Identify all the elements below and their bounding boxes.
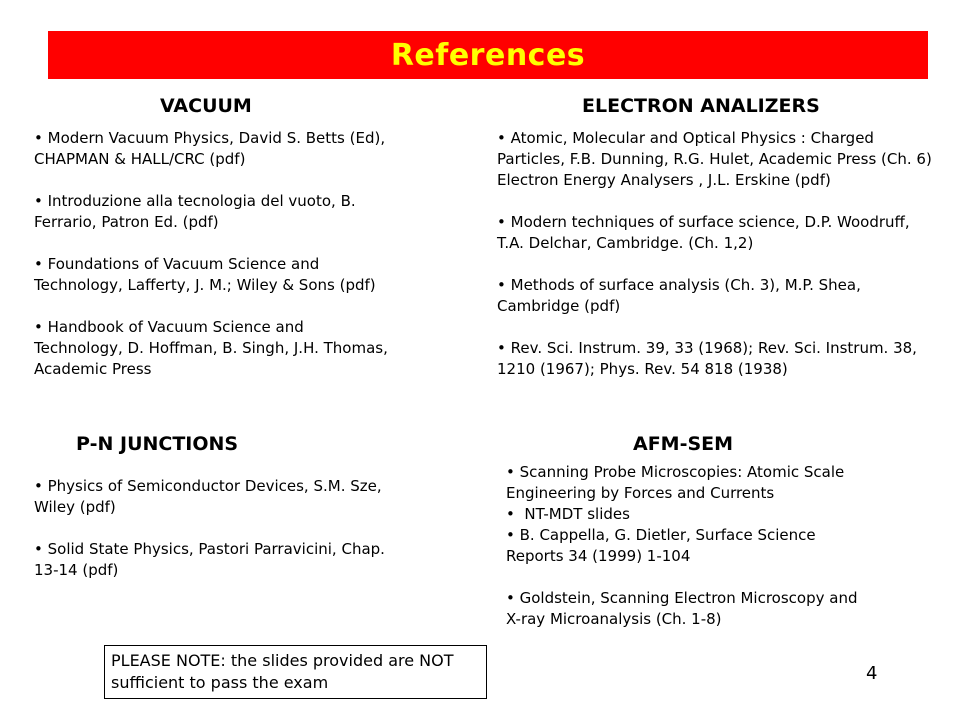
list-item: • Introduzione alla tecnologia del vuoto, B. Ferrario, Patron Ed. (pdf) xyxy=(34,191,394,233)
heading-electron-analyzers: ELECTRON ANALIZERS xyxy=(582,95,820,117)
list-pn-junctions xyxy=(34,476,394,581)
list-item: • Modern Vacuum Physics, David S. Betts (Ed), CHAPMAN & HALL/CRC (pdf) xyxy=(34,128,394,170)
list-item: • NT-MDT slides xyxy=(506,504,876,525)
list-item: • Physics of Semiconductor Devices, S.M. Sze, Wiley (pdf) xyxy=(34,476,394,518)
page-number: 4 xyxy=(866,663,878,684)
list-item: • B. Cappella, G. Dietler, Surface Science Reports 34 (1999) 1-104 xyxy=(506,525,876,567)
list-item: • Rev. Sci. Instrum. 39, 33 (1968); Rev. Sci. Instrum. 38, 1210 (1967); Phys. Rev. 54 818 (1938) xyxy=(497,338,937,380)
list-item: • Modern techniques of surface science, D.P. Woodruff, T.A. Delchar, Cambridge. (Ch. 1,2) xyxy=(497,212,937,254)
title-banner xyxy=(48,31,928,79)
list-item: • Goldstein, Scanning Electron Microscopy and X-ray Microanalysis (Ch. 1-8) xyxy=(506,588,876,630)
list-item: • Handbook of Vacuum Science and Technology, D. Hoffman, B. Singh, J.H. Thomas, Academic Press xyxy=(34,317,394,380)
list-item: • Methods of surface analysis (Ch. 3), M.P. Shea, Cambridge (pdf) xyxy=(497,275,937,317)
list-item: • Atomic, Molecular and Optical Physics : Charged Particles, F.B. Dunning, R.G. Hulet, Academic Press (Ch. 6) Electron Energy Analysers , J.L. Erskine (pdf) xyxy=(497,128,937,191)
list-afm-sem xyxy=(506,462,876,630)
heading-afm-sem: AFM-SEM xyxy=(633,433,734,455)
heading-vacuum: VACUUM xyxy=(160,95,252,117)
exam-note: PLEASE NOTE: the slides provided are NOT sufficient to pass the exam xyxy=(104,645,487,699)
list-electron-analyzers xyxy=(497,128,937,380)
heading-pn-junctions: P-N JUNCTIONS xyxy=(76,433,239,455)
slide-title: References xyxy=(390,37,586,73)
list-vacuum xyxy=(34,128,394,380)
list-item: • Foundations of Vacuum Science and Technology, Lafferty, J. M.; Wiley & Sons (pdf) xyxy=(34,254,394,296)
list-item: • Solid State Physics, Pastori Parravicini, Chap. 13-14 (pdf) xyxy=(34,539,394,581)
list-item: • Scanning Probe Microscopies: Atomic Scale Engineering by Forces and Currents xyxy=(506,462,876,504)
